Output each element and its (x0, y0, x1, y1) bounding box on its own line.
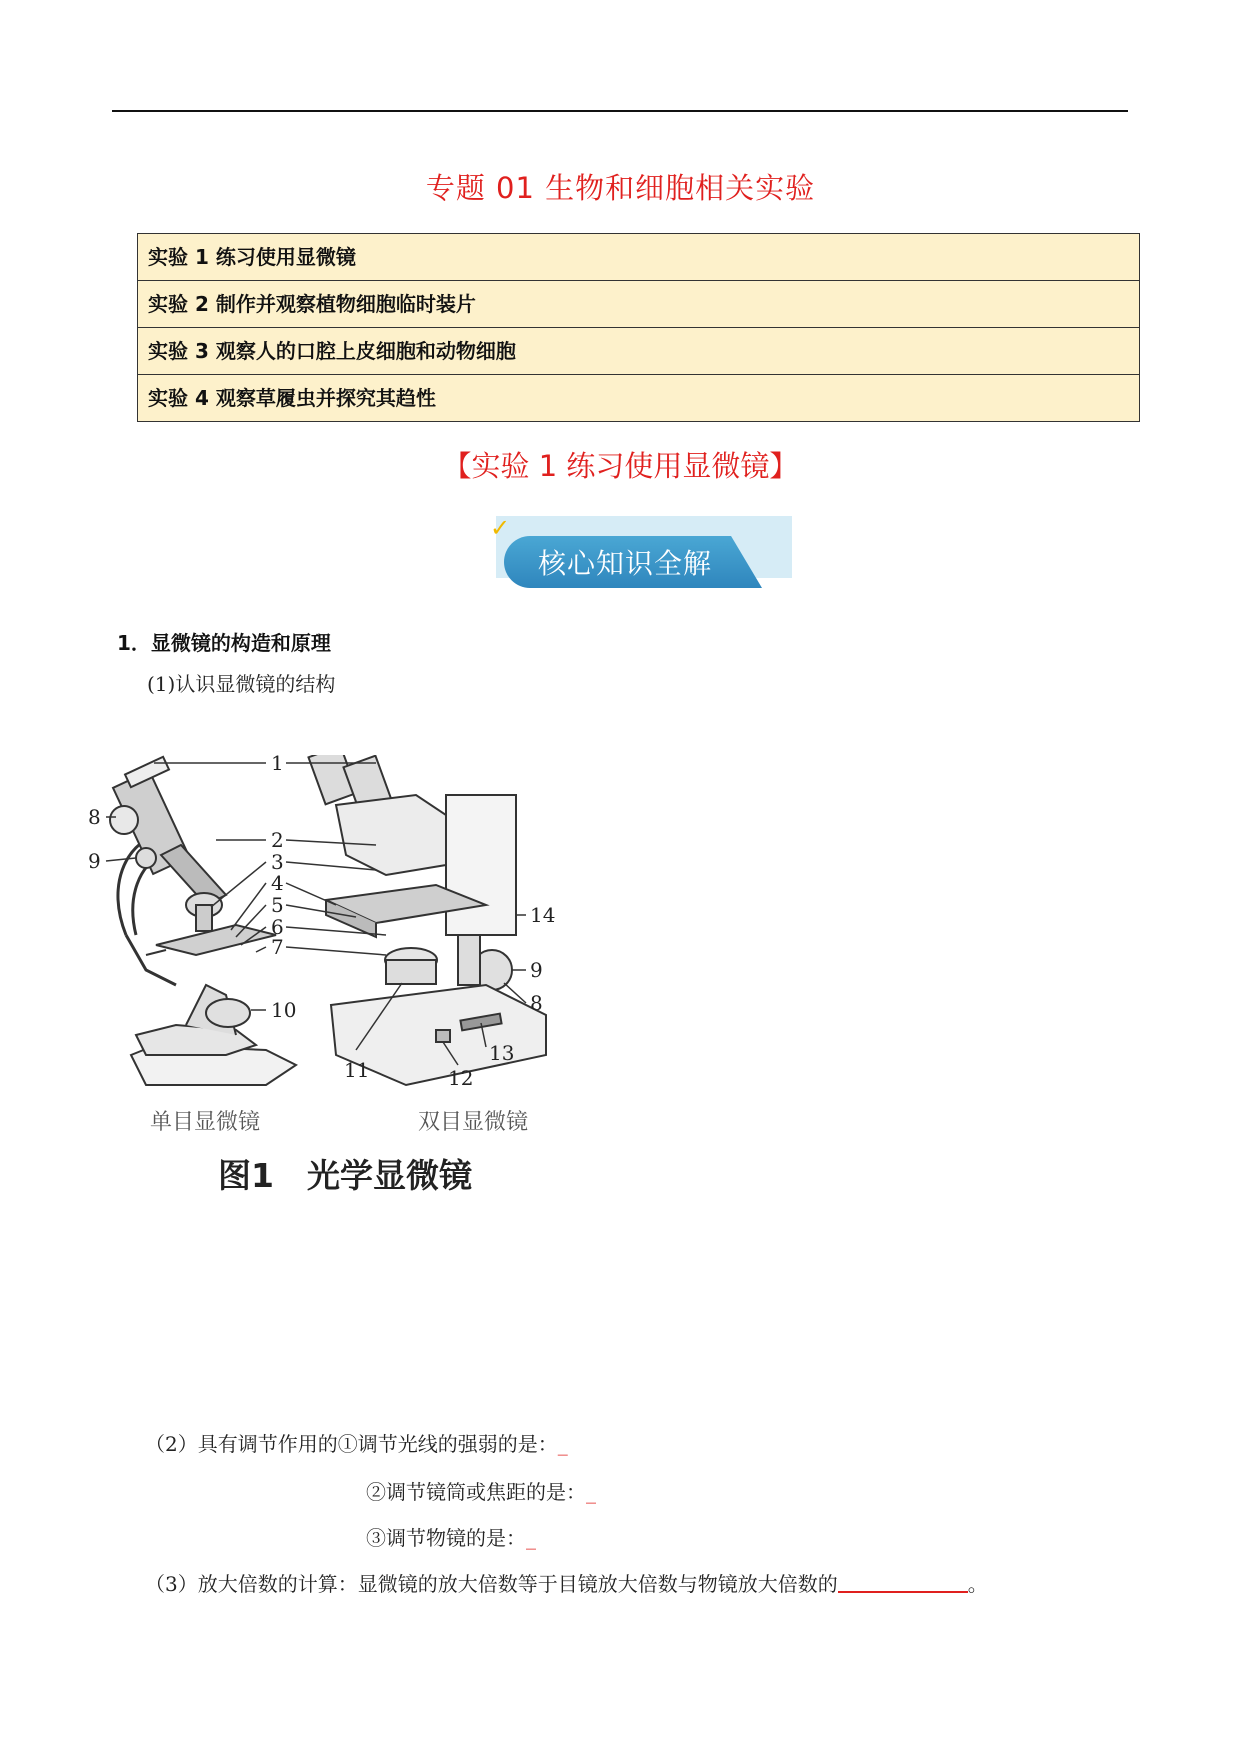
label-6: 6 (271, 915, 284, 939)
question-3-end: 。 (967, 1572, 988, 1596)
question-2-line-1-text: （2）具有调节作用的①调节光线的强弱的是： (145, 1432, 558, 1456)
label-1: 1 (271, 755, 284, 775)
label-9: 9 (88, 849, 101, 873)
caption-binocular: 双目显微镜 (418, 1110, 529, 1135)
label-4: 4 (271, 871, 284, 895)
answer-blank-light[interactable]: _ (557, 1432, 568, 1456)
toc-item-3[interactable]: 实验 3 观察人的口腔上皮细胞和动物细胞 (138, 328, 1139, 375)
label-5: 5 (271, 893, 284, 917)
label-12: 12 (448, 1066, 474, 1090)
binocular-microscope-drawing (308, 755, 546, 1085)
toc-item-1[interactable]: 实验 1 练习使用显微镜 (138, 234, 1139, 281)
banner-text: 核心知识全解 (538, 547, 713, 580)
section-title: 【实验 1 练习使用显微镜】 (442, 449, 799, 483)
header-rule (112, 110, 1128, 112)
label-8: 8 (88, 805, 101, 829)
question-3 (145, 1568, 988, 1597)
toc-item-4[interactable]: 实验 4 观察草履虫并探究其趋性 (148, 386, 436, 410)
label-14: 14 (530, 903, 556, 927)
question-2-line-1 (145, 1428, 568, 1457)
answer-blank-magnification[interactable] (838, 1571, 968, 1593)
question-2-line-3-text: ③调节物镜的是： (366, 1526, 526, 1550)
toc-box (137, 233, 1140, 422)
subheading-know-structure: (1)认识显微镜的结构 (147, 672, 336, 696)
question-2-line-2 (366, 1476, 596, 1505)
figure-title: 图1 光学显微镜 (218, 1156, 472, 1195)
page-title: 专题 01 生物和细胞相关实验 (425, 171, 816, 205)
monocular-microscope-drawing (110, 757, 296, 1085)
label-3: 3 (271, 850, 284, 874)
question-3-text: （3）放大倍数的计算：显微镜的放大倍数等于目镜放大倍数与物镜放大倍数的 (145, 1572, 838, 1596)
label-2: 2 (271, 828, 284, 852)
heading-microscope-structure: 1．显微镜的构造和原理 (117, 631, 331, 655)
label-13: 13 (489, 1041, 515, 1065)
label-8-right: 8 (530, 991, 543, 1015)
label-7: 7 (271, 935, 284, 959)
question-2-line-3 (366, 1522, 536, 1551)
check-icon: ✓ (490, 514, 511, 542)
caption-monocular: 单目显微镜 (150, 1110, 261, 1135)
answer-blank-objective[interactable]: _ (526, 1526, 536, 1550)
toc-item-2[interactable]: 实验 2 制作并观察植物细胞临时装片 (138, 281, 1139, 328)
label-11: 11 (344, 1058, 370, 1082)
label-9-right: 9 (530, 958, 543, 982)
core-knowledge-banner (488, 514, 792, 594)
question-2-line-2-text: ②调节镜筒或焦距的是： (366, 1480, 586, 1504)
answer-blank-focus[interactable]: _ (586, 1480, 596, 1504)
label-10: 10 (271, 998, 297, 1022)
